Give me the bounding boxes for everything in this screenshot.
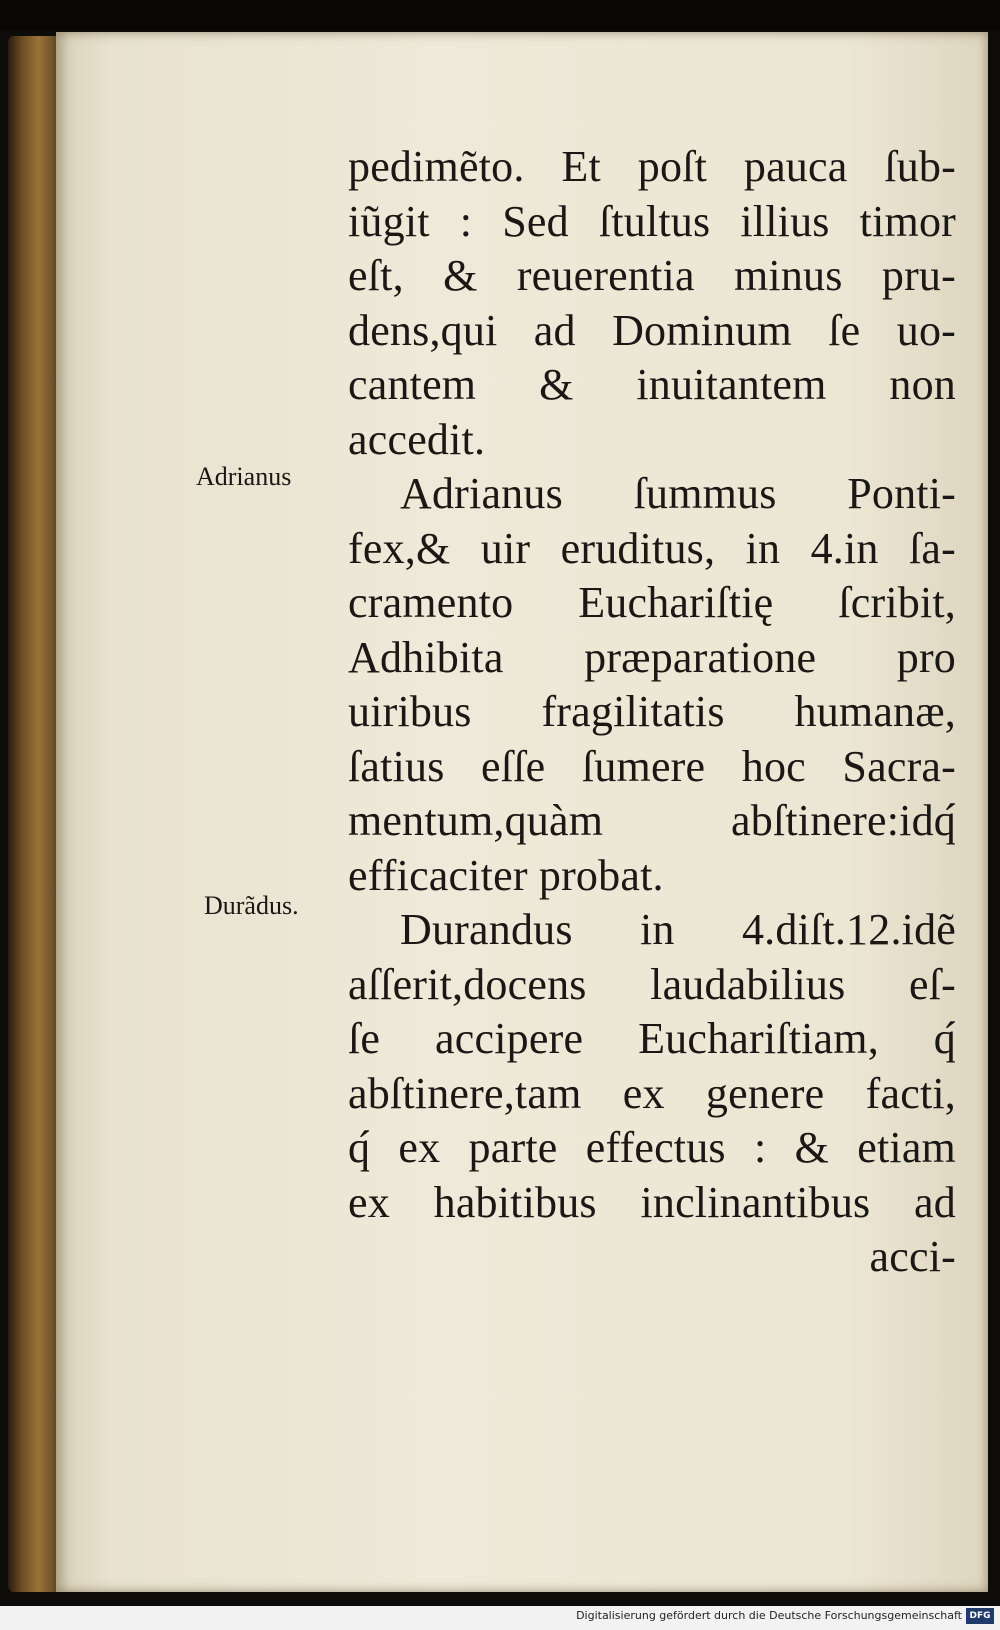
text-line: eſt, & reuerentia minus pru- xyxy=(348,251,956,300)
text-line: ſatius eſſe ſumere hoc Sacra- xyxy=(348,741,956,791)
text-line: cantem & inuitantem non xyxy=(348,360,956,409)
text-line: cramento Euchariſtię ſcribit, xyxy=(348,578,956,627)
text-line: Durandus in 4.diſt.12.idẽ xyxy=(400,905,956,954)
scan-top-shadow xyxy=(0,0,1000,30)
text-line: pedimẽto. Et poſt pauca ſub- xyxy=(348,142,956,191)
text-line: dens,qui ad Dominum ſe uo- xyxy=(348,305,956,355)
main-text-block xyxy=(348,140,956,1285)
text-line: q́ ex parte effectus : & etiam xyxy=(348,1123,956,1172)
text-line: uiribus fragilitatis humanæ, xyxy=(348,687,956,736)
text-line: ſe accipere Euchariſtiam, q́ xyxy=(348,1014,956,1063)
margin-note-durandus: Durãdus. xyxy=(204,891,299,920)
dfg-logo: DFG xyxy=(966,1608,994,1624)
text-line: ex habitibus inclinantibus ad xyxy=(348,1177,956,1227)
catchword: acci- xyxy=(869,1232,956,1281)
text-line: Adrianus ſummus Ponti- xyxy=(400,469,956,518)
text-line: Adhibita præparatione pro xyxy=(348,632,956,682)
footer-credit: Digitalisierung gefördert durch die Deutsche Forschungsgemeinschaft xyxy=(576,1609,962,1622)
margin-note-adrianus: Adrianus xyxy=(196,462,292,491)
text-line: mentum,quàm abſtinere:idq́ xyxy=(348,796,956,845)
text-line: abſtinere,tam ex genere facti, xyxy=(348,1068,956,1118)
text-line: iũgit : Sed ſtultus illius timor xyxy=(348,196,956,246)
text-line: efficaciter probat. xyxy=(348,850,664,900)
text-line: fex,& uir eruditus, in 4.in ſa- xyxy=(348,523,956,573)
text-line: accedit. xyxy=(348,414,486,464)
text-line: aſſerit,docens laudabilius eſ- xyxy=(348,959,956,1009)
